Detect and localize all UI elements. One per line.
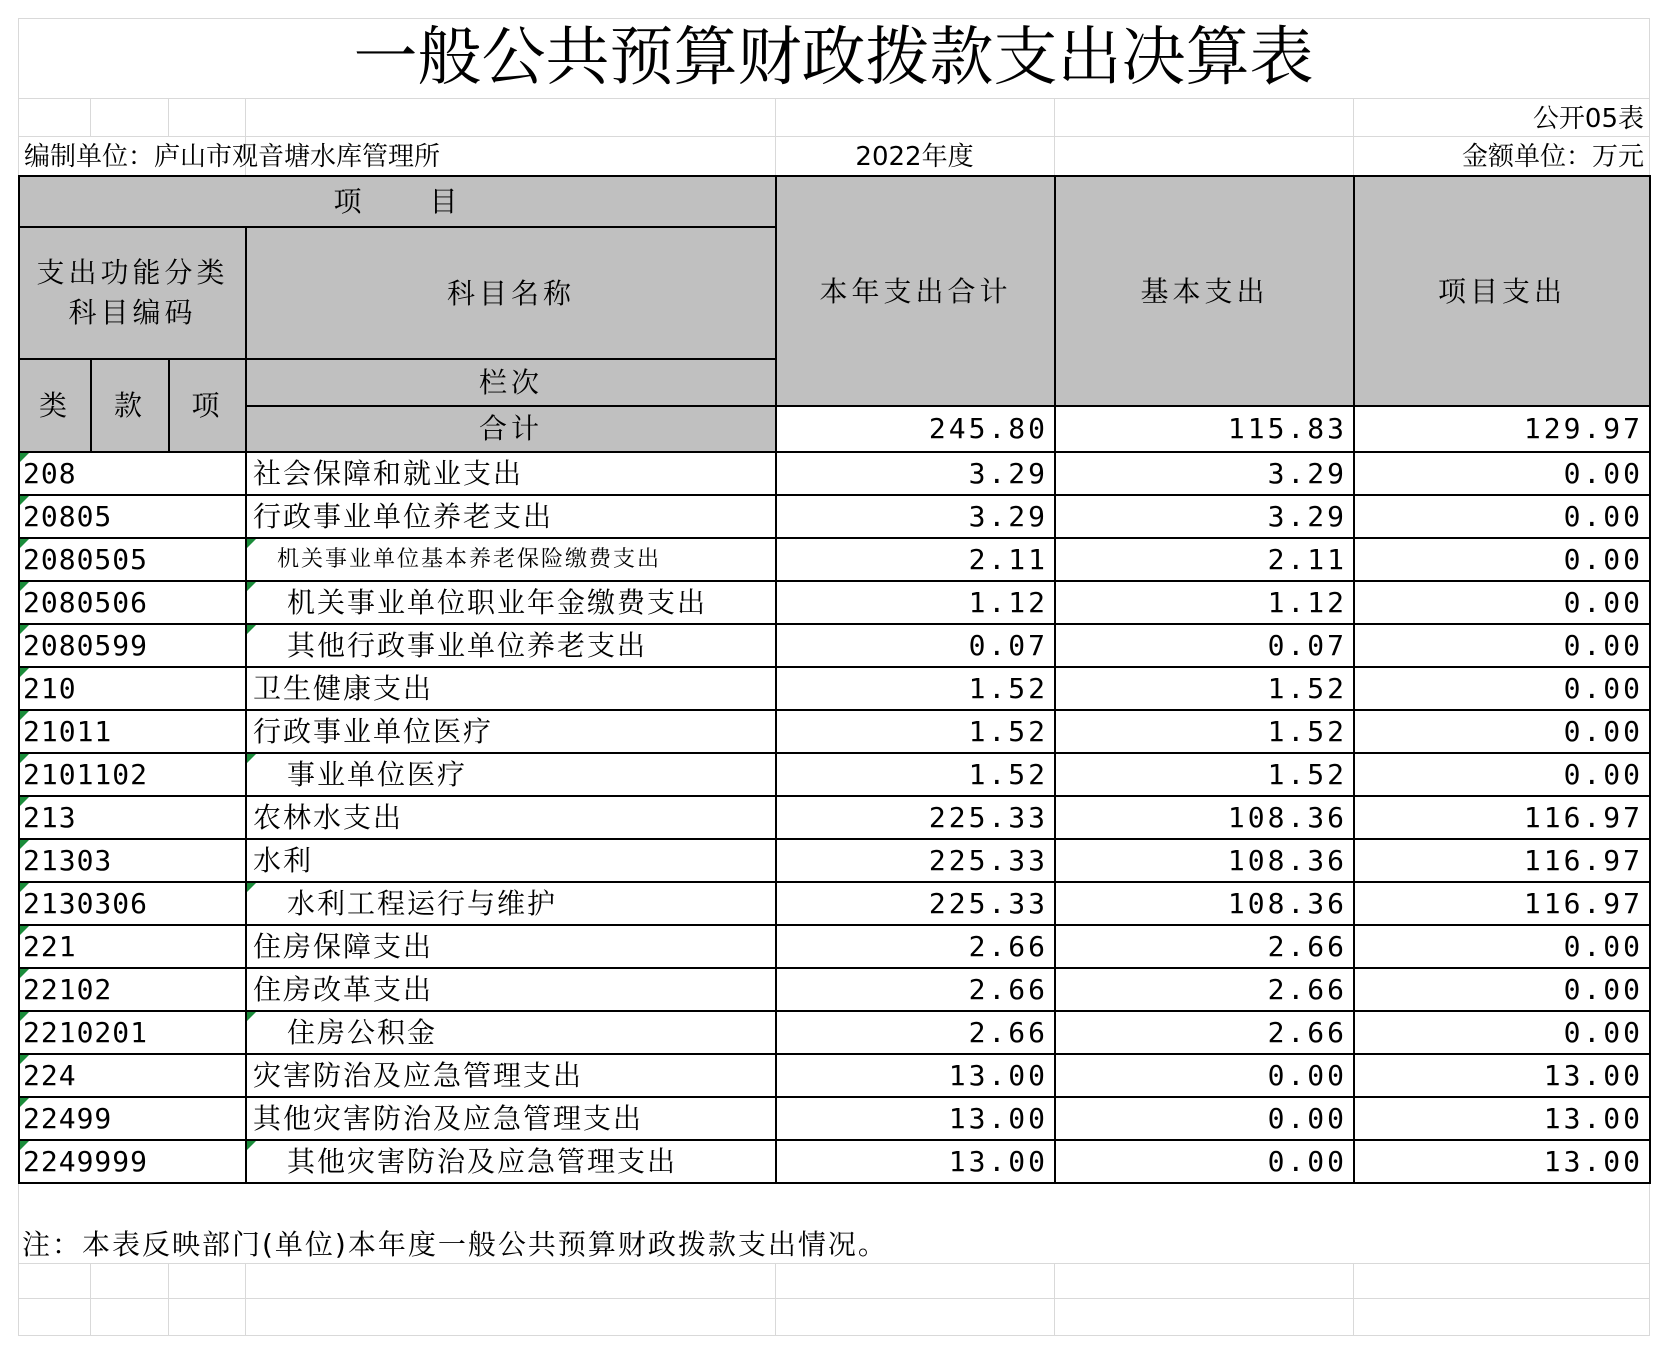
row-total: 1.52 xyxy=(776,753,1055,796)
header-func-code-text: 支出功能分类科目编码 xyxy=(36,256,229,329)
table-row xyxy=(19,710,1650,753)
table-row xyxy=(19,882,1650,925)
row-code: 224 xyxy=(19,1054,246,1097)
gridline xyxy=(90,98,91,136)
row-total: 2.66 xyxy=(776,1011,1055,1054)
row-subject-name: 住房改革支出 xyxy=(246,968,776,1011)
row-code: 2080505 xyxy=(19,538,246,581)
row-code: 20805 xyxy=(19,495,246,538)
row-project: 0.00 xyxy=(1354,624,1650,667)
table-row xyxy=(19,1011,1650,1054)
row-code: 21303 xyxy=(19,839,246,882)
gridline xyxy=(245,1263,246,1336)
row-subject-name: 机关事业单位职业年金缴费支出 xyxy=(246,581,776,624)
row-subject-name: 其他灾害防治及应急管理支出 xyxy=(246,1097,776,1140)
header-project: 项目支出 xyxy=(1354,176,1650,406)
row-code: 2080599 xyxy=(19,624,246,667)
row-basic: 1.52 xyxy=(1055,667,1354,710)
row-basic: 108.36 xyxy=(1055,796,1354,839)
table-row xyxy=(19,1054,1650,1097)
row-basic: 1.52 xyxy=(1055,753,1354,796)
header-item: 项 目 xyxy=(19,176,776,227)
gridline xyxy=(168,1263,169,1336)
row-subject-name: 事业单位医疗 xyxy=(246,753,776,796)
row-total: 1.52 xyxy=(776,710,1055,753)
row-basic: 1.52 xyxy=(1055,710,1354,753)
row-project: 0.00 xyxy=(1354,710,1650,753)
gridline xyxy=(1054,1263,1055,1336)
row-project: 13.00 xyxy=(1354,1054,1650,1097)
footnote: 注：本表反映部门(单位)本年度一般公共预算财政拨款支出情况。 xyxy=(22,1228,888,1261)
amount-unit: 金额单位：万元 xyxy=(1461,142,1644,172)
row-code: 2249999 xyxy=(19,1140,246,1183)
sum-label: 合计 xyxy=(246,406,776,452)
row-basic: 2.66 xyxy=(1055,1011,1354,1054)
row-project: 0.00 xyxy=(1354,1011,1650,1054)
gridline xyxy=(775,1263,776,1336)
row-subject-name: 机关事业单位基本养老保险缴费支出 xyxy=(246,538,776,581)
row-code: 2130306 xyxy=(19,882,246,925)
row-subject-name: 行政事业单位医疗 xyxy=(246,710,776,753)
table-row xyxy=(19,1097,1650,1140)
table-row xyxy=(19,624,1650,667)
row-subject-name: 住房公积金 xyxy=(246,1011,776,1054)
header-subject-name: 科目名称 xyxy=(246,227,776,359)
row-project: 13.00 xyxy=(1354,1140,1650,1183)
compiling-unit: 编制单位：庐山市观音塘水库管理所 xyxy=(24,142,441,172)
table-row xyxy=(19,925,1650,968)
row-code: 2210201 xyxy=(19,1011,246,1054)
row-subject-name: 社会保障和就业支出 xyxy=(246,452,776,495)
row-basic: 0.00 xyxy=(1055,1054,1354,1097)
row-subject-name: 农林水支出 xyxy=(246,796,776,839)
row-basic: 2.11 xyxy=(1055,538,1354,581)
row-subject-name: 水利工程运行与维护 xyxy=(246,882,776,925)
row-code: 22499 xyxy=(19,1097,246,1140)
row-basic: 2.66 xyxy=(1055,968,1354,1011)
row-basic: 108.36 xyxy=(1055,839,1354,882)
row-code: 2101102 xyxy=(19,753,246,796)
gridline xyxy=(18,1335,1649,1336)
header-lei: 类 xyxy=(19,359,91,452)
table-row xyxy=(19,753,1650,796)
row-total: 13.00 xyxy=(776,1054,1055,1097)
row-project: 116.97 xyxy=(1354,796,1650,839)
table-row xyxy=(19,968,1650,1011)
row-basic: 3.29 xyxy=(1055,452,1354,495)
header-column-no: 栏次 xyxy=(246,359,776,406)
row-subject-name: 灾害防治及应急管理支出 xyxy=(246,1054,776,1097)
row-total: 13.00 xyxy=(776,1140,1055,1183)
table-row xyxy=(19,495,1650,538)
row-total: 2.66 xyxy=(776,968,1055,1011)
row-code: 21011 xyxy=(19,710,246,753)
row-basic: 1.12 xyxy=(1055,581,1354,624)
header-kuan: 款 xyxy=(91,359,169,452)
row-total: 225.33 xyxy=(776,882,1055,925)
row-project: 0.00 xyxy=(1354,753,1650,796)
row-project: 116.97 xyxy=(1354,882,1650,925)
row-basic: 2.66 xyxy=(1055,925,1354,968)
row-total: 225.33 xyxy=(776,839,1055,882)
row-subject-name: 水利 xyxy=(246,839,776,882)
row-project: 13.00 xyxy=(1354,1097,1650,1140)
row-basic: 108.36 xyxy=(1055,882,1354,925)
gridline xyxy=(1054,98,1055,175)
row-total: 3.29 xyxy=(776,452,1055,495)
gridline xyxy=(168,98,169,136)
row-project: 0.00 xyxy=(1354,452,1650,495)
row-total: 225.33 xyxy=(776,796,1055,839)
row-total: 1.52 xyxy=(776,667,1055,710)
table-row xyxy=(19,667,1650,710)
gridline xyxy=(18,98,1649,99)
form-number: 公开05表 xyxy=(1532,104,1644,134)
row-total: 13.00 xyxy=(776,1097,1055,1140)
table-row xyxy=(19,839,1650,882)
table-row xyxy=(19,1140,1650,1183)
fiscal-year: 2022年度 xyxy=(855,142,974,172)
row-total: 3.29 xyxy=(776,495,1055,538)
sum-project: 129.97 xyxy=(1354,406,1650,452)
row-subject-name: 其他行政事业单位养老支出 xyxy=(246,624,776,667)
gridline xyxy=(18,1298,1649,1299)
row-code: 2080506 xyxy=(19,581,246,624)
sum-total: 245.80 xyxy=(776,406,1055,452)
table-row xyxy=(19,581,1650,624)
header-func-code xyxy=(19,227,246,359)
row-subject-name: 其他灾害防治及应急管理支出 xyxy=(246,1140,776,1183)
gridline xyxy=(90,1263,91,1336)
row-total: 0.07 xyxy=(776,624,1055,667)
gridline xyxy=(18,136,1649,137)
budget-table xyxy=(18,175,1651,1184)
table-row xyxy=(19,538,1650,581)
row-project: 0.00 xyxy=(1354,667,1650,710)
row-project: 116.97 xyxy=(1354,839,1650,882)
row-code: 22102 xyxy=(19,968,246,1011)
row-code: 210 xyxy=(19,667,246,710)
row-code: 221 xyxy=(19,925,246,968)
header-basic: 基本支出 xyxy=(1055,176,1354,406)
row-project: 0.00 xyxy=(1354,495,1650,538)
row-code: 213 xyxy=(19,796,246,839)
row-project: 0.00 xyxy=(1354,581,1650,624)
row-subject-name: 住房保障支出 xyxy=(246,925,776,968)
row-total: 2.66 xyxy=(776,925,1055,968)
gridline xyxy=(1353,1263,1354,1336)
row-project: 0.00 xyxy=(1354,925,1650,968)
gridline xyxy=(1353,98,1354,175)
row-project: 0.00 xyxy=(1354,968,1650,1011)
row-basic: 0.00 xyxy=(1055,1140,1354,1183)
row-subject-name: 卫生健康支出 xyxy=(246,667,776,710)
header-total: 本年支出合计 xyxy=(776,176,1055,406)
table-row xyxy=(19,796,1650,839)
page-title: 一般公共预算财政拨款支出决算表 xyxy=(353,21,1314,95)
row-basic: 0.07 xyxy=(1055,624,1354,667)
row-total: 2.11 xyxy=(776,538,1055,581)
row-code: 208 xyxy=(19,452,246,495)
row-project: 0.00 xyxy=(1354,538,1650,581)
row-total: 1.12 xyxy=(776,581,1055,624)
table-row xyxy=(19,452,1650,495)
row-subject-name: 行政事业单位养老支出 xyxy=(246,495,776,538)
row-basic: 3.29 xyxy=(1055,495,1354,538)
sum-basic: 115.83 xyxy=(1055,406,1354,452)
row-basic: 0.00 xyxy=(1055,1097,1354,1140)
header-xiang: 项 xyxy=(169,359,246,452)
